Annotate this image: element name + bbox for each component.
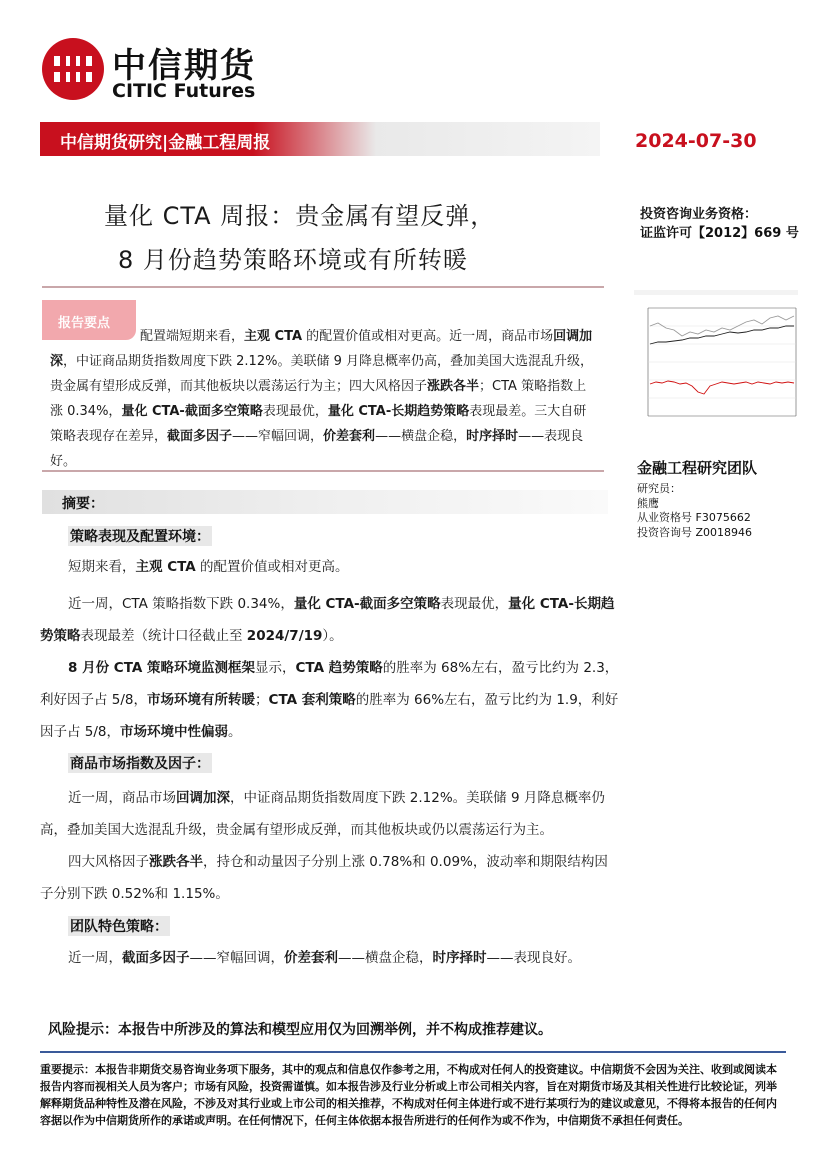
text-run: ；CTA 策略指数上涨 0.34%， [50,379,587,419]
disclaimer-block [40,1051,786,1145]
text-run: 的胜率为 66%左右，盈亏比约为 1.9，利好因子占 5/8， [40,692,619,740]
strategy-index-thumbnail-chart [628,286,804,424]
section-heading: 团队特色策略： [68,916,170,936]
section-heading: 商品市场指数及因子： [68,753,212,773]
text-run: 表现最差（统计口径截止至 [80,628,247,644]
emphasis-text: 价差套利 [284,950,338,966]
text-run: 显示， [255,660,296,676]
emphasis-text: 截面多因子 [122,950,190,966]
text-run: 近一周，CTA 策略指数下跌 0.34%， [68,596,294,612]
emphasis-text: 截面多因子 [167,429,233,444]
emphasis-text: 量化 CTA-截面多空策略 [121,404,263,419]
emphasis-text: 市场环境中性偏弱 [120,724,229,740]
text-run: 的配置价值或相对更高。 [195,559,349,575]
text-run: ——横盘企稳， [338,950,433,966]
text-run: 表现最差。三大自研策略表现存在差异， [50,404,587,444]
text-run: ——表现良好。 [486,950,581,966]
text-run: 的配置价值或相对更高。近一周，商品市场 [302,329,554,344]
qualification-label: 投资咨询业务资格： [640,207,758,222]
emphasis-text: 时序择时 [432,950,487,966]
emphasis-text: 涨跌各半 [427,379,480,394]
team-line: 投资咨询号 Z0018946 [637,525,753,539]
risk-warning: 风险提示：本报告中所涉及的算法和模型应用仅为回溯举例，并不构成推荐建议。 [48,1022,552,1038]
qualification-value: 证监许可【2012】669 号 [640,226,799,241]
emphasis-text: 回调加深 [50,329,593,369]
emphasis-text: 价差套利 [323,429,376,444]
report-date: 2024-07-30 [635,130,757,152]
section-heading: 策略表现及配置环境： [68,526,212,546]
report-title-line2: 8 月份趋势策略环境或有所转暖 [118,246,468,274]
text-run: 表现最优， [440,596,509,612]
report-title-line1: 量化 CTA 周报：贵金属有望反弹， [104,202,496,230]
paragraph [40,652,620,748]
text-run: ——窄幅回调， [232,429,324,444]
text-run: 近一周， [68,950,122,966]
abstract-header-bar [42,490,608,514]
paragraph [40,942,620,974]
paragraph [40,782,620,846]
report-series-banner [40,122,600,156]
text-run: ，中证商品期货指数周度下跌 2.12%。美联储 9 月降息概率仍高，叠加美国大选混乱升级，贵金属有望形成反弹，而其他板块以震荡运行为主；四大风格因子 [50,354,593,394]
report-series-label: 中信期货研究|金融工程周报 [60,133,271,153]
emphasis-text: 回调加深 [176,790,230,806]
text-run: ——横盘企稳， [375,429,467,444]
text-run: 。 [228,724,242,740]
text-run: 短期来看， [68,559,136,575]
text-run: ——窄幅回调， [189,950,284,966]
text-run: ； [255,692,269,708]
citic-logo-icon [40,36,106,102]
paragraph [40,588,620,652]
text-run: ，中证商品期货指数周度下跌 2.12%。美联储 9 月降息概率仍高，叠加美国大选混乱升级，贵金属有望形成反弹，而其他板块或仍以震荡运行为主。 [40,790,605,838]
text-run: 四大风格因子 [68,854,149,870]
disclaimer-text: 重要提示：本报告非期货交易咨询业务项下服务，其中的观点和信息仅作参考之用，不构成对任何人的投资建议。中信期货不会因为关注、收到或阅读本报告内容而视相关人员为客户；市场有风险，投资需谨慎。如本报告涉及行业分析或上市公司相关内容，旨在对期货市场及其相关性进行比较论证，列举解释期货品种特性及潜在风险，不涉及对其行业或上市公司的相关推荐，不构成对任何主体进行或不进行某项行为的建议或意见，不得将本报告的任何内容据以作为中信期货所作的承诺或声明。在任何情况下，任何主体依据本报告所进行的任何作为或不作为，中信期货不承担任何责任。 [40,1063,777,1127]
emphasis-text: 主观 CTA [135,559,196,575]
text-run: 的胜率为 68%左右，盈亏比约为 2.3，利好因子占 5/8， [40,660,619,708]
emphasis-text: 时序择时 [466,429,519,444]
report-highlights-tab-label: 报告要点 [58,316,111,331]
text-run: 表现最优， [262,404,328,419]
team-title: 金融工程研究团队 [637,459,758,477]
emphasis-text: CTA 趋势策略 [295,660,383,676]
text-run: 配置端短期来看， [140,329,245,344]
report-highlights-text [50,324,595,474]
emphasis-text: 量化 CTA-长期趋势策略 [327,404,470,419]
emphasis-text: 8 月份 CTA 策略环境监测框架 [68,660,256,676]
emphasis-text: 涨跌各半 [149,854,203,870]
emphasis-text: 主观 CTA [244,329,303,344]
text-run: ）。 [322,628,343,644]
team-line: 研究员： [637,482,681,495]
team-line: 熊鹰 [637,496,659,510]
text-run: ——表现良好。 [50,429,584,469]
emphasis-text: 量化 CTA-长期趋势策略 [40,596,615,644]
paragraph [40,551,592,583]
text-run: 近一周，商品市场 [68,790,176,806]
team-members [637,482,752,540]
emphasis-text: CTA 套利策略 [268,692,356,708]
text-run: ，持仓和动量因子分别上涨 0.78%和 0.09%，波动率和期限结构因子分别下跌 0.52%和 1.15%。 [40,854,608,902]
emphasis-text: 量化 CTA-截面多空策略 [293,596,441,612]
brand-name-cn: 中信期货 [112,46,256,86]
emphasis-text: 市场环境有所转暖 [147,692,256,708]
emphasis-text: 2024/7/19 [246,628,323,644]
paragraph [40,846,620,910]
abstract-title: 摘要： [62,496,104,512]
team-line: 从业资格号 F3075662 [637,511,751,524]
brand-name-en: CITIC Futures [112,80,256,102]
